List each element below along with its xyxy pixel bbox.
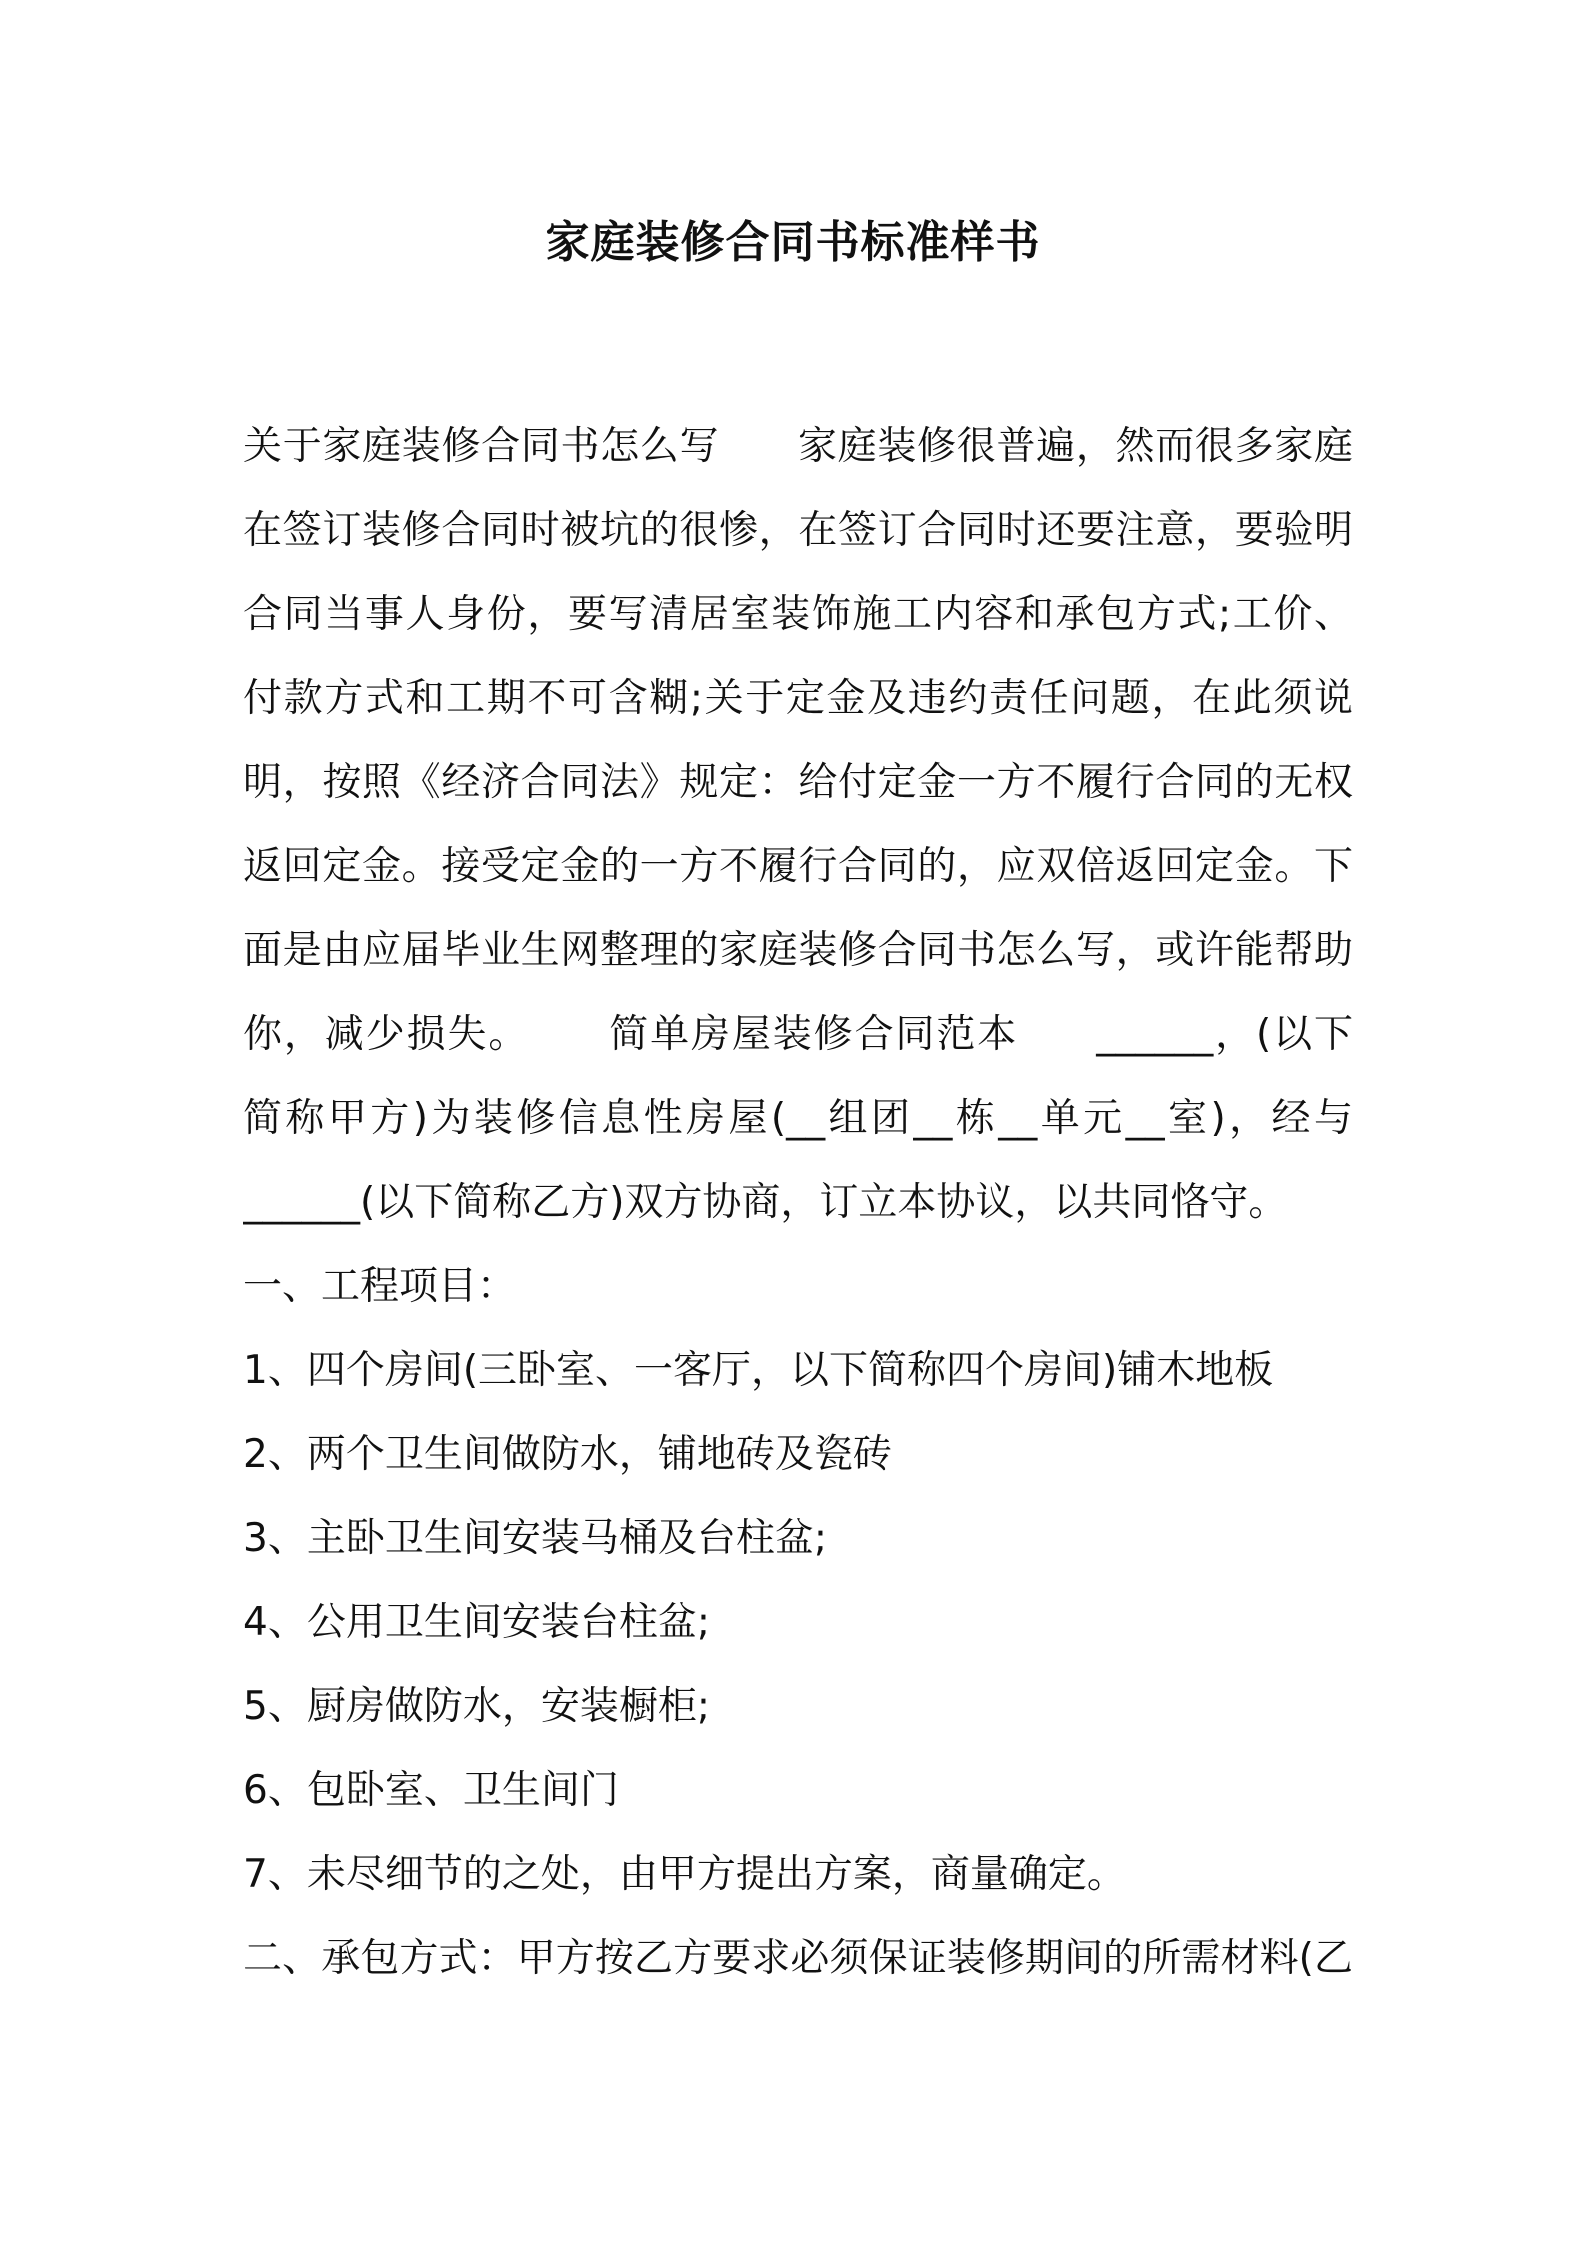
list-item: 3、主卧卫生间安装马桶及台柱盆; [243, 1516, 827, 1561]
text-segment: 你，减少损失。 [243, 1012, 530, 1057]
text-segment: 在签订装修合同时被坑的很惨，在签订合同时还要注意，要验明 [243, 508, 1353, 553]
text-segment: 简称甲方)为装修信息性房屋(__组团__栋__单元__室)，经与 [243, 1096, 1353, 1141]
paragraph-line [243, 573, 1353, 657]
text-segment: 明，按照《经济合同法》规定：给付定金一方不履行合同的无权 [243, 760, 1353, 805]
text-segment: ______，(以下 [1096, 1012, 1353, 1057]
list-item: 5、厨房做防水，安装橱柜; [243, 1684, 710, 1729]
paragraph-line [243, 489, 1353, 573]
document-body [243, 405, 1353, 2001]
list-item: 7、未尽细节的之处，由甲方提出方案，商量确定。 [243, 1852, 1126, 1897]
paragraph-line [243, 909, 1353, 993]
list-item: 6、包卧室、卫生间门 [243, 1768, 619, 1813]
text-segment: 合同当事人身份，要写清居室装饰施工内容和承包方式;工价、 [243, 592, 1353, 637]
paragraph-line [243, 825, 1353, 909]
text-segment: 付款方式和工期不可含糊;关于定金及违约责任问题，在此须说 [243, 676, 1353, 721]
section-heading: 一、工程项目： [243, 1264, 517, 1309]
text-segment: 返回定金。接受定金的一方不履行合同的，应双倍返回定金。下 [243, 844, 1353, 889]
paragraph-line [243, 657, 1353, 741]
text-segment: 简单房屋装修合同范本 [607, 1012, 1019, 1057]
list-item: 1、四个房间(三卧室、一客厅，以下简称四个房间)铺木地板 [243, 1348, 1274, 1393]
agreement-line: ______(以下简称乙方)双方协商，订立本协议，以共同恪守。 [243, 1180, 1288, 1225]
list-item: 2、两个卫生间做防水，铺地砖及瓷砖 [243, 1432, 892, 1477]
document-title: 家庭装修合同书标准样书 [545, 217, 1041, 268]
paragraph-line [243, 405, 1353, 489]
text-segment: 家庭装修很普遍，然而很多家庭 [797, 424, 1353, 469]
paragraph-line [243, 1077, 1353, 1161]
section-heading: 二、承包方式：甲方按乙方要求必须保证装修期间的所需材料(乙 [243, 1936, 1353, 1981]
paragraph-line [243, 741, 1353, 825]
text-segment: 关于家庭装修合同书怎么写 [243, 424, 720, 469]
list-item: 4、公用卫生间安装台柱盆; [243, 1600, 710, 1645]
paragraph-line [243, 993, 1353, 1077]
text-segment: 面是由应届毕业生网整理的家庭装修合同书怎么写，或许能帮助 [243, 928, 1353, 973]
